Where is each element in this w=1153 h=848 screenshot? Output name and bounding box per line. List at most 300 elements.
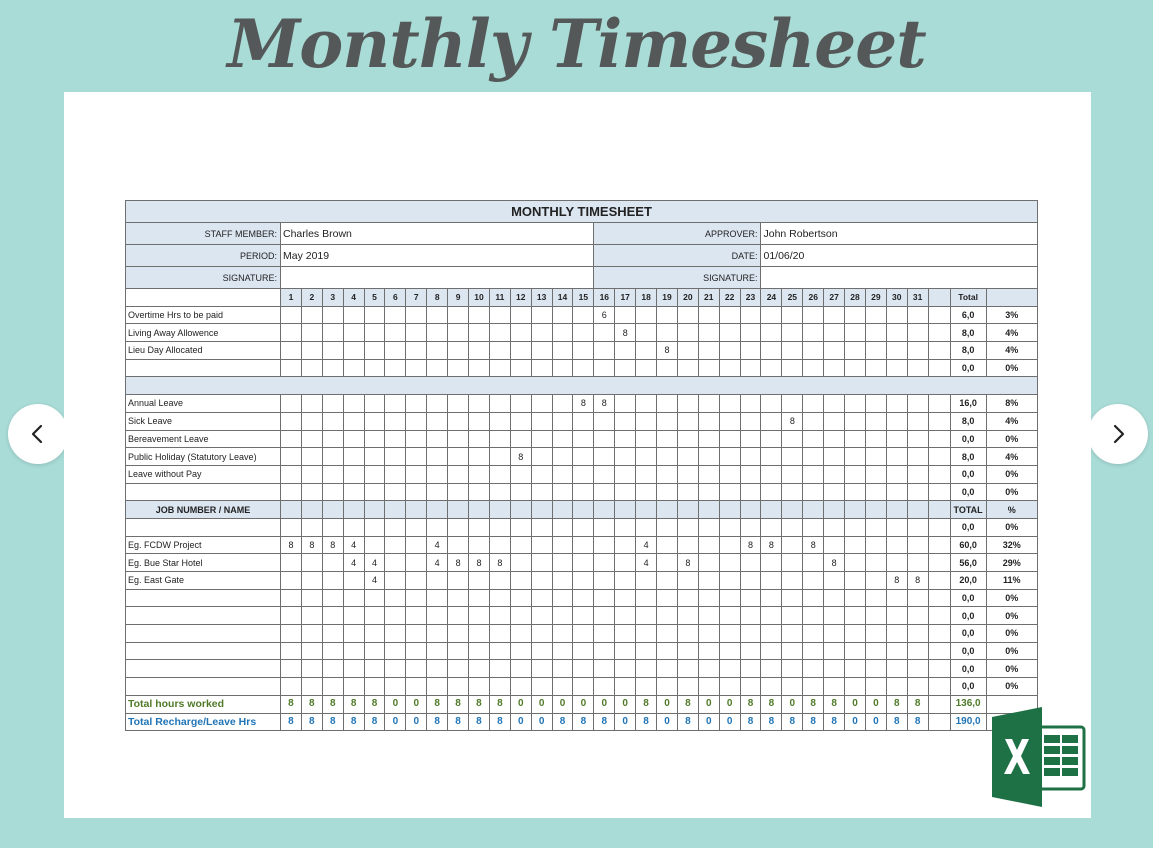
row-label: [126, 660, 281, 678]
daily-total: 8: [824, 695, 845, 713]
day-cell: [281, 430, 302, 448]
day-cell: 8: [677, 554, 698, 572]
day-cell: [636, 448, 657, 466]
day-cell: [489, 430, 510, 448]
signature-value: [281, 267, 594, 289]
day-header: 8: [427, 289, 448, 307]
day-cell: [865, 342, 886, 360]
next-slide-button[interactable]: [1088, 404, 1148, 464]
day-cell: [824, 483, 845, 501]
day-cell: [698, 483, 719, 501]
day-cell: [677, 625, 698, 643]
day-header: 6: [385, 289, 406, 307]
day-header: 16: [594, 289, 615, 307]
day-cell: [469, 324, 490, 342]
day-cell: [552, 678, 573, 696]
sheet-title: MONTHLY TIMESHEET: [126, 201, 1038, 223]
row-percent: 4%: [986, 412, 1037, 430]
day-cell: [364, 660, 385, 678]
day-cell: [824, 430, 845, 448]
pct-header: [986, 289, 1037, 307]
day-cell: [385, 306, 406, 324]
day-cell: [385, 660, 406, 678]
day-cell: [761, 642, 782, 660]
row-total: 8,0: [950, 324, 986, 342]
day-cell: [573, 412, 594, 430]
day-cell: [907, 625, 928, 643]
daily-total: 8: [427, 695, 448, 713]
day-cell: [803, 607, 824, 625]
day-cell: 4: [343, 536, 364, 554]
day-cell: [510, 518, 531, 536]
daily-total: 8: [281, 695, 302, 713]
header-blank: [657, 501, 678, 519]
daily-total: 8: [907, 713, 928, 731]
header-blank: [865, 501, 886, 519]
job-number-header: JOB NUMBER / NAME: [126, 501, 281, 519]
table-row: [126, 448, 1038, 466]
header-blank: [845, 501, 866, 519]
day-cell: [531, 572, 552, 590]
day-cell: [469, 465, 490, 483]
day-cell: [343, 642, 364, 660]
day-cell: [573, 306, 594, 324]
day-cell: [427, 572, 448, 590]
day-cell: [385, 607, 406, 625]
daily-total: 0: [698, 713, 719, 731]
row-percent: 0%: [986, 660, 1037, 678]
day-cell: [573, 518, 594, 536]
day-cell: [364, 430, 385, 448]
day-cell: [594, 483, 615, 501]
day-cell: [448, 483, 469, 501]
day-cell: [510, 342, 531, 360]
header-blank: [615, 501, 636, 519]
day-cell: [573, 589, 594, 607]
daily-total: 8: [740, 713, 761, 731]
day-cell: [615, 536, 636, 554]
day-cell: [364, 412, 385, 430]
day-cell: [824, 660, 845, 678]
row-label: Eg. East Gate: [126, 572, 281, 590]
day-cell: [740, 412, 761, 430]
day-cell: 4: [364, 554, 385, 572]
day-cell: [385, 554, 406, 572]
day-cell: [907, 589, 928, 607]
day-cell: [824, 572, 845, 590]
day-cell: [865, 642, 886, 660]
day-cell: [782, 483, 803, 501]
day-cell: [845, 395, 866, 413]
day-cell: [469, 483, 490, 501]
table-row: [126, 412, 1038, 430]
day-cell: [322, 359, 343, 377]
day-cell: [740, 572, 761, 590]
day-cell: [448, 678, 469, 696]
day-cell: [573, 448, 594, 466]
day-cell: [615, 306, 636, 324]
day-cell: [573, 430, 594, 448]
day-cell: [469, 412, 490, 430]
day-cell: [719, 324, 740, 342]
day-cell: [615, 395, 636, 413]
day-cell: [677, 607, 698, 625]
day-cell: [552, 412, 573, 430]
day-cell: [657, 625, 678, 643]
day-header: 13: [531, 289, 552, 307]
day-cell: [552, 554, 573, 572]
day-cell: [677, 642, 698, 660]
day-cell: [552, 589, 573, 607]
day-cell: [301, 554, 322, 572]
day-cell: [865, 324, 886, 342]
day-cell: [824, 642, 845, 660]
day-cell: [594, 554, 615, 572]
day-cell: [322, 642, 343, 660]
day-cell: [719, 678, 740, 696]
day-header: 19: [657, 289, 678, 307]
day-cell: [761, 483, 782, 501]
day-cell: [448, 342, 469, 360]
day-cell: [907, 412, 928, 430]
blank-cell: [928, 430, 950, 448]
day-cell: [677, 465, 698, 483]
day-cell: [594, 412, 615, 430]
day-cell: [657, 324, 678, 342]
day-cell: [615, 465, 636, 483]
day-cell: [301, 589, 322, 607]
table-row: [126, 536, 1038, 554]
day-cell: [677, 518, 698, 536]
header-blank: [531, 501, 552, 519]
day-cell: [657, 642, 678, 660]
day-cell: [406, 554, 427, 572]
day-cell: [824, 589, 845, 607]
day-cell: [427, 607, 448, 625]
daily-total: 8: [427, 713, 448, 731]
day-cell: [677, 412, 698, 430]
day-cell: [427, 359, 448, 377]
day-cell: [782, 342, 803, 360]
day-cell: [615, 342, 636, 360]
header-blank: [824, 501, 845, 519]
blank-cell: [928, 625, 950, 643]
day-cell: [845, 642, 866, 660]
day-cell: [510, 412, 531, 430]
day-cell: [719, 536, 740, 554]
date-value: 01/06/20: [761, 245, 1038, 267]
day-cell: [886, 430, 907, 448]
blank-cell: [928, 518, 950, 536]
blank-cell: [928, 306, 950, 324]
day-cell: [824, 342, 845, 360]
day-header: 11: [489, 289, 510, 307]
day-cell: [322, 430, 343, 448]
day-cell: [448, 448, 469, 466]
row-label: Leave without Pay: [126, 465, 281, 483]
day-cell: [531, 465, 552, 483]
day-header: 18: [636, 289, 657, 307]
day-cell: [761, 430, 782, 448]
day-cell: [740, 465, 761, 483]
day-cell: [427, 660, 448, 678]
blank-cell: [928, 607, 950, 625]
row-total: 0,0: [950, 465, 986, 483]
day-cell: [907, 359, 928, 377]
day-cell: [531, 660, 552, 678]
day-cell: [281, 395, 302, 413]
blank-cell: [928, 678, 950, 696]
table-row: [126, 359, 1038, 377]
day-cell: [364, 483, 385, 501]
day-cell: [636, 395, 657, 413]
day-cell: [803, 465, 824, 483]
day-cell: [865, 572, 886, 590]
total-recharge-row: [126, 713, 1038, 731]
day-cell: [531, 448, 552, 466]
day-cell: [531, 412, 552, 430]
day-cell: [594, 536, 615, 554]
row-percent: 0%: [986, 483, 1037, 501]
table-row: [126, 342, 1038, 360]
blank-cell: [928, 342, 950, 360]
day-cell: [281, 342, 302, 360]
day-cell: [343, 518, 364, 536]
day-cell: [406, 642, 427, 660]
staff-row: [126, 223, 1038, 245]
header-blank: [427, 501, 448, 519]
grand-total: 190,0: [950, 713, 986, 731]
header-blank: [698, 501, 719, 519]
day-cell: [552, 518, 573, 536]
row-percent: 0%: [986, 359, 1037, 377]
day-cell: [719, 430, 740, 448]
day-cell: [636, 642, 657, 660]
header-blank: [677, 501, 698, 519]
day-cell: [552, 625, 573, 643]
day-cell: [782, 625, 803, 643]
prev-slide-button[interactable]: [8, 404, 68, 464]
daily-total: 8: [803, 713, 824, 731]
day-cell: [301, 342, 322, 360]
day-cell: [615, 359, 636, 377]
day-cell: [385, 678, 406, 696]
day-cell: [448, 395, 469, 413]
day-cell: [636, 589, 657, 607]
total-label: Total Recharge/Leave Hrs: [126, 713, 281, 731]
day-cell: [322, 589, 343, 607]
day-cell: [510, 589, 531, 607]
day-cell: [406, 660, 427, 678]
row-percent: 3%: [986, 306, 1037, 324]
signature-label: SIGNATURE:: [126, 267, 281, 289]
day-cell: [636, 359, 657, 377]
day-cell: 8: [803, 536, 824, 554]
day-cell: [719, 342, 740, 360]
total-header: Total: [950, 289, 986, 307]
day-cell: [489, 412, 510, 430]
day-cell: [594, 448, 615, 466]
day-cell: [552, 572, 573, 590]
day-cell: [594, 359, 615, 377]
day-cell: 8: [469, 554, 490, 572]
approver-label: APPROVER:: [594, 223, 761, 245]
day-cell: [761, 412, 782, 430]
period-row: [126, 245, 1038, 267]
daily-total: 8: [301, 695, 322, 713]
day-cell: [573, 660, 594, 678]
day-cell: [782, 607, 803, 625]
day-cell: [531, 554, 552, 572]
day-cell: [448, 465, 469, 483]
day-cell: [803, 625, 824, 643]
day-cell: [510, 660, 531, 678]
day-cell: [907, 483, 928, 501]
day-cell: [385, 359, 406, 377]
day-cell: [469, 359, 490, 377]
day-header: 23: [740, 289, 761, 307]
day-cell: [657, 465, 678, 483]
day-cell: 8: [824, 554, 845, 572]
day-cell: [448, 589, 469, 607]
daily-total: 8: [469, 713, 490, 731]
header-blank: [594, 501, 615, 519]
day-cell: 8: [301, 536, 322, 554]
day-cell: 4: [636, 536, 657, 554]
day-cell: [845, 536, 866, 554]
period-label: PERIOD:: [126, 245, 281, 267]
day-cell: [322, 625, 343, 643]
day-cell: [719, 660, 740, 678]
day-cell: [573, 483, 594, 501]
blank-cell: [928, 448, 950, 466]
day-cell: [448, 607, 469, 625]
day-cell: [510, 465, 531, 483]
day-cell: [448, 412, 469, 430]
daily-total: 0: [845, 695, 866, 713]
day-cell: [343, 625, 364, 643]
blank-cell: [928, 695, 950, 713]
day-cell: [824, 607, 845, 625]
day-cell: [573, 625, 594, 643]
day-cell: [636, 678, 657, 696]
day-cell: [803, 430, 824, 448]
day-cell: [489, 483, 510, 501]
day-cell: [782, 518, 803, 536]
day-cell: 8: [594, 395, 615, 413]
day-cell: 8: [740, 536, 761, 554]
day-cell: [343, 660, 364, 678]
day-cell: [531, 395, 552, 413]
day-cell: [594, 589, 615, 607]
daily-total: 8: [761, 695, 782, 713]
day-cell: [907, 342, 928, 360]
day-cell: [301, 448, 322, 466]
day-cell: [343, 359, 364, 377]
day-cell: [803, 483, 824, 501]
header-blank: [782, 501, 803, 519]
day-header: 20: [677, 289, 698, 307]
table-row: [126, 554, 1038, 572]
day-cell: [719, 518, 740, 536]
header-blank: [573, 501, 594, 519]
row-percent: 4%: [986, 342, 1037, 360]
day-cell: [907, 395, 928, 413]
day-cell: [824, 448, 845, 466]
daily-total: 0: [698, 695, 719, 713]
day-cell: [531, 483, 552, 501]
day-cell: [615, 518, 636, 536]
day-cell: [845, 430, 866, 448]
day-cell: [886, 395, 907, 413]
blank-cell: [928, 589, 950, 607]
day-cell: [489, 395, 510, 413]
day-cell: [803, 678, 824, 696]
timesheet-preview: [64, 92, 1091, 818]
day-cell: [385, 412, 406, 430]
daily-total: 0: [385, 713, 406, 731]
day-cell: [719, 412, 740, 430]
day-cell: [803, 448, 824, 466]
approver-signature-value: [761, 267, 1038, 289]
day-cell: [698, 518, 719, 536]
day-cell: [740, 430, 761, 448]
day-cell: [301, 324, 322, 342]
day-cell: [845, 572, 866, 590]
day-cell: [281, 306, 302, 324]
day-cell: [594, 572, 615, 590]
row-total: 8,0: [950, 412, 986, 430]
daily-total: 8: [677, 695, 698, 713]
header-blank: [907, 501, 928, 519]
day-cell: [281, 607, 302, 625]
total-hours-worked-row: [126, 695, 1038, 713]
job-header-row: [126, 501, 1038, 519]
daily-total: 8: [782, 713, 803, 731]
row-label: [126, 483, 281, 501]
day-cell: [886, 660, 907, 678]
day-cell: [594, 518, 615, 536]
day-cell: [385, 518, 406, 536]
staff-value: Charles Brown: [281, 223, 594, 245]
day-cell: [657, 306, 678, 324]
day-cell: [845, 678, 866, 696]
daily-total: 8: [301, 713, 322, 731]
daily-total: 0: [657, 713, 678, 731]
day-cell: [406, 483, 427, 501]
day-cell: [719, 642, 740, 660]
day-cell: [782, 678, 803, 696]
day-cell: [552, 660, 573, 678]
day-cell: [907, 554, 928, 572]
daily-total: 0: [594, 695, 615, 713]
day-header: 10: [469, 289, 490, 307]
row-total: 0,0: [950, 642, 986, 660]
row-label: [126, 589, 281, 607]
day-cell: [886, 518, 907, 536]
row-percent: 0%: [986, 465, 1037, 483]
day-cell: [803, 306, 824, 324]
day-cell: [385, 430, 406, 448]
day-header: 9: [448, 289, 469, 307]
day-cell: [698, 625, 719, 643]
day-cell: [448, 359, 469, 377]
row-label: [126, 607, 281, 625]
day-cell: [552, 359, 573, 377]
day-cell: [886, 536, 907, 554]
daily-total: 8: [886, 695, 907, 713]
separator-cell: [126, 377, 1038, 395]
